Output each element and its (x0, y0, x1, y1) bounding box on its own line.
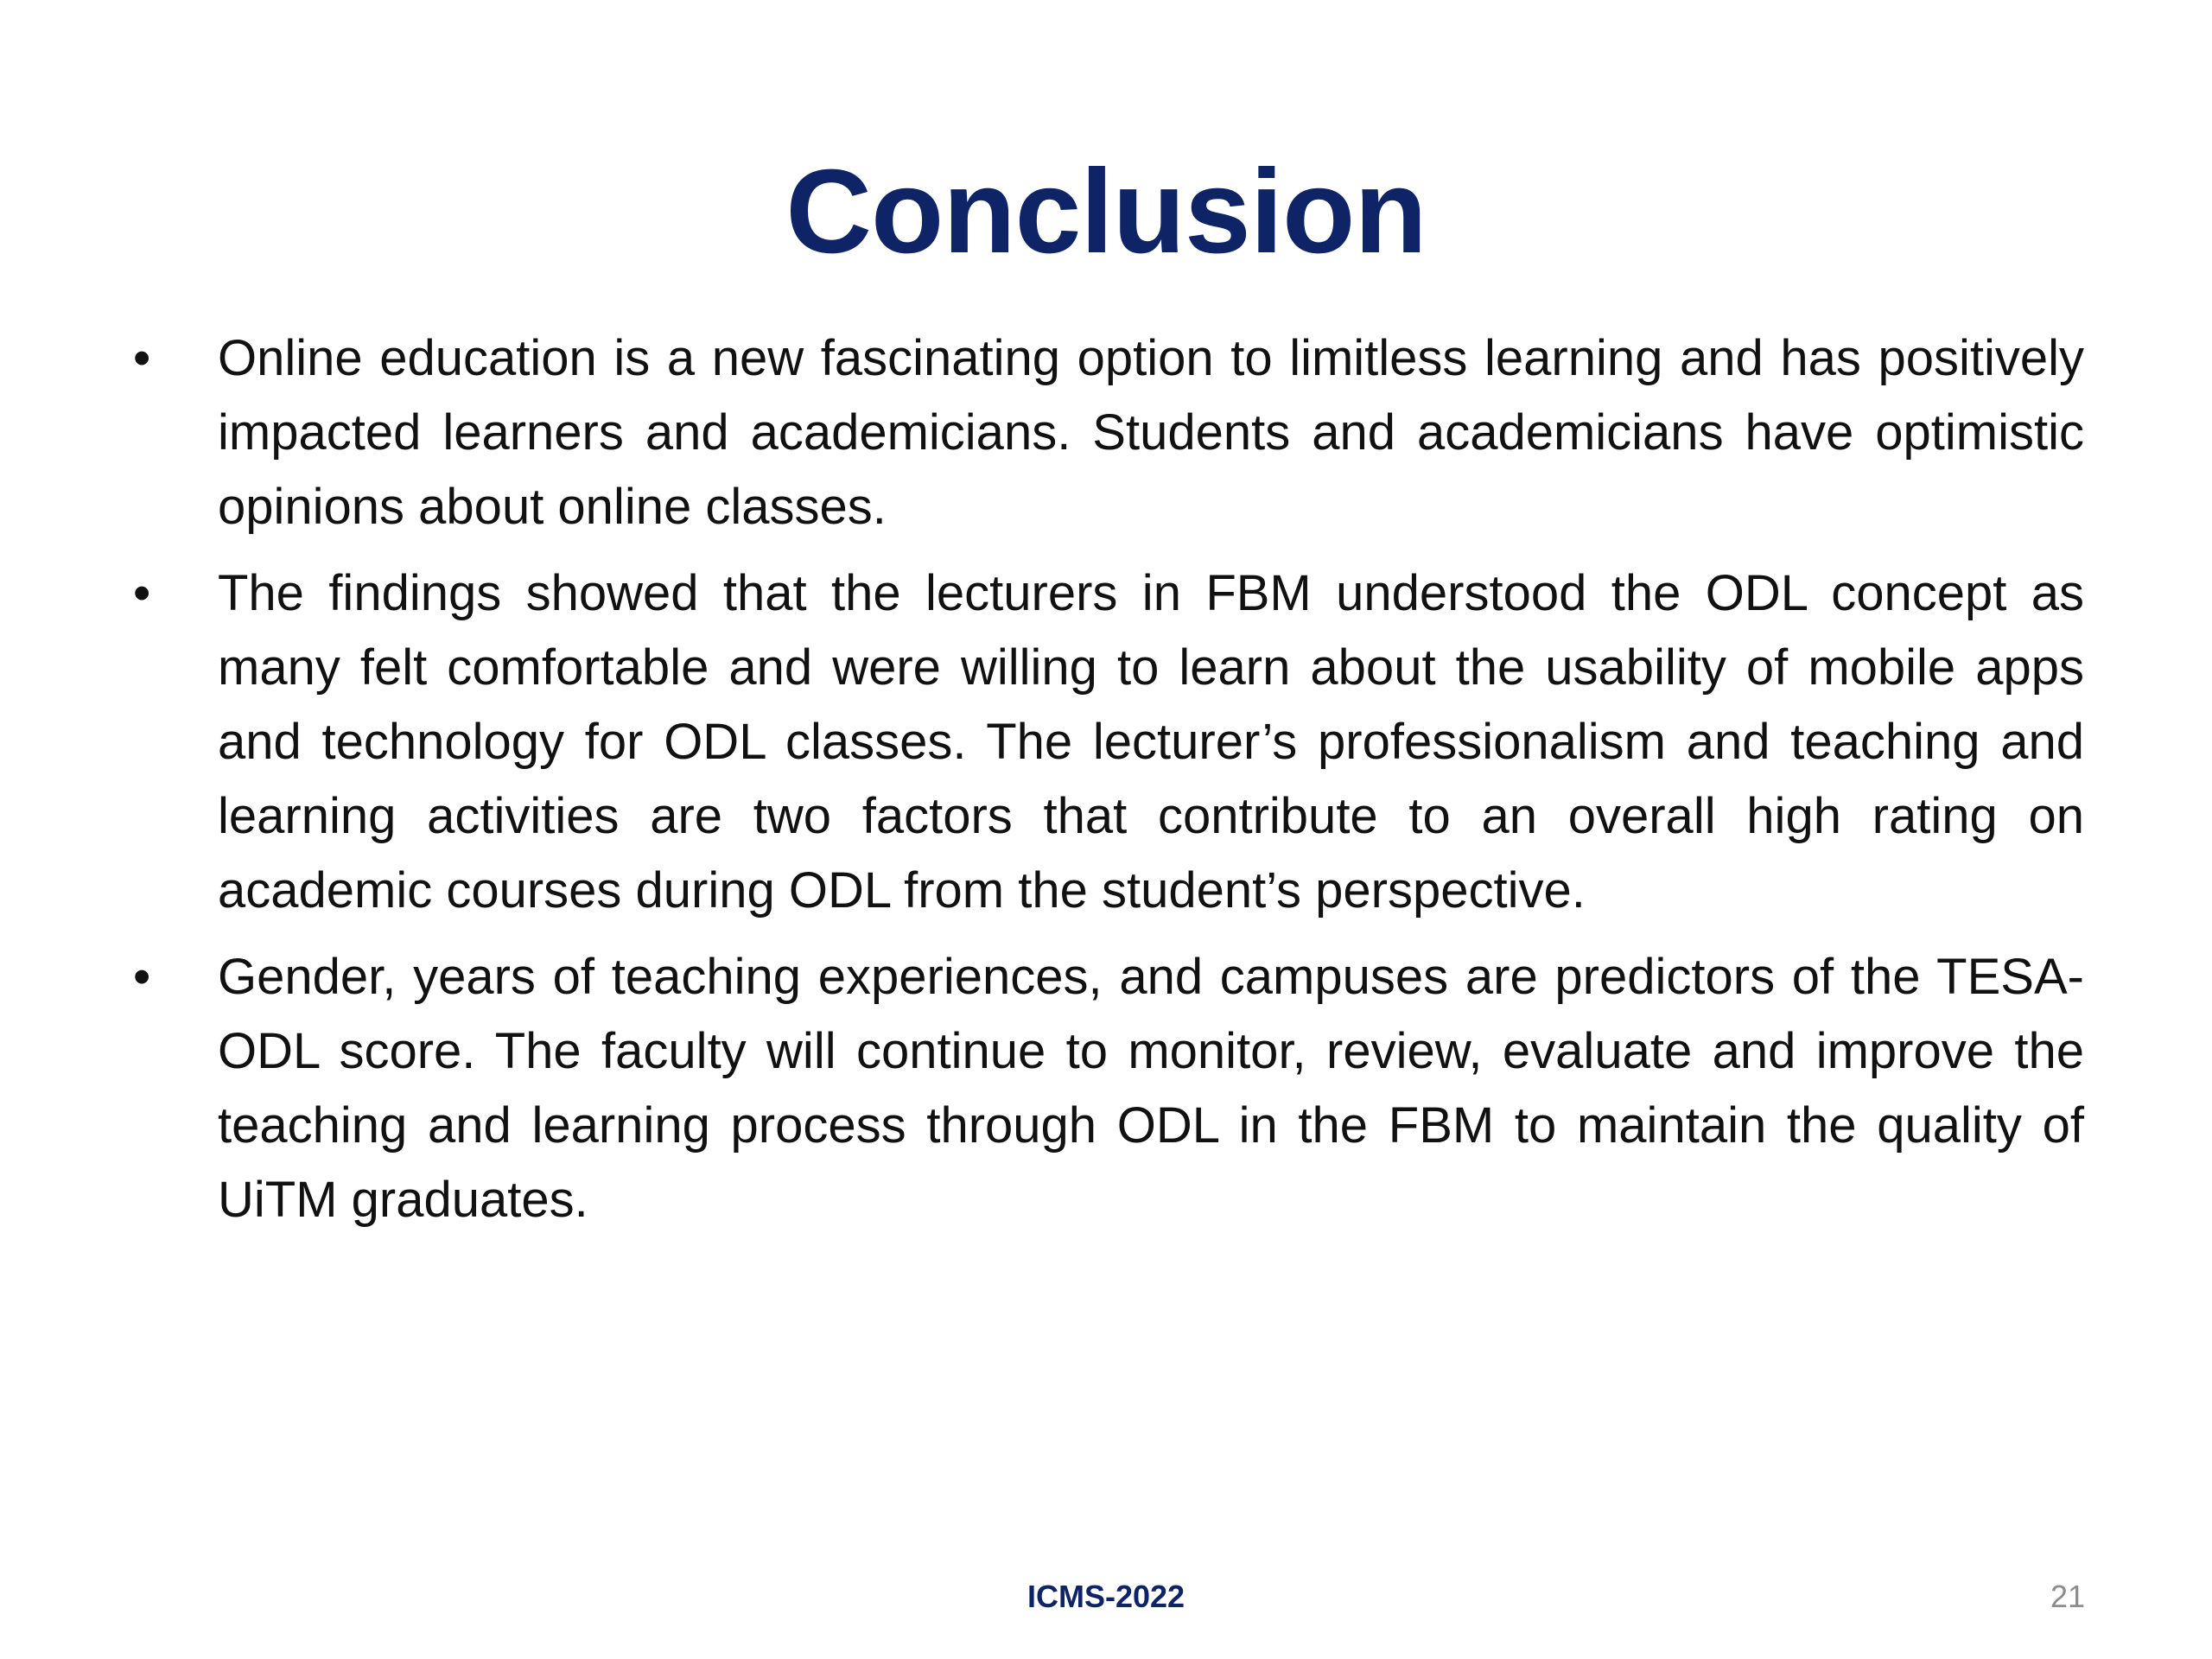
bullet-item (0, 556, 2212, 928)
bullet-item (0, 321, 2212, 544)
page-number: 21 (2050, 1579, 2085, 1614)
footer-conference-label: ICMS-2022 (1027, 1579, 1185, 1614)
bullet-item (0, 940, 2212, 1237)
bullet-text: The findings showed that the lecturers in FBM understood the ODL concept as many felt comfortable and were willing to learn about the usability of mobile apps and technology for ODL classes. The lecturer’s professionalism and teaching and learning activities are two factors that contribute to an overall high rating on academic courses during ODL from the student’s perspective. (218, 565, 2084, 918)
bullet-marker-icon: • (133, 330, 151, 386)
bullet-marker-icon: • (133, 949, 151, 1005)
bullet-text: Online education is a new fascinating option to limitless learning and has positively impacted learners and academicians. Students and academicians have optimistic opinions about online classes. (218, 330, 2084, 535)
bullet-list (0, 321, 2212, 1249)
bullet-marker-icon: • (133, 565, 151, 621)
bullet-text: Gender, years of teaching experiences, and campuses are predictors of the TESA-ODL score. The faculty will continue to monitor, review, evaluate and improve the teaching and learning process through ODL in the FBM to maintain the quality of UiTM graduates. (218, 949, 2084, 1228)
slide-title: Conclusion (785, 145, 1427, 278)
